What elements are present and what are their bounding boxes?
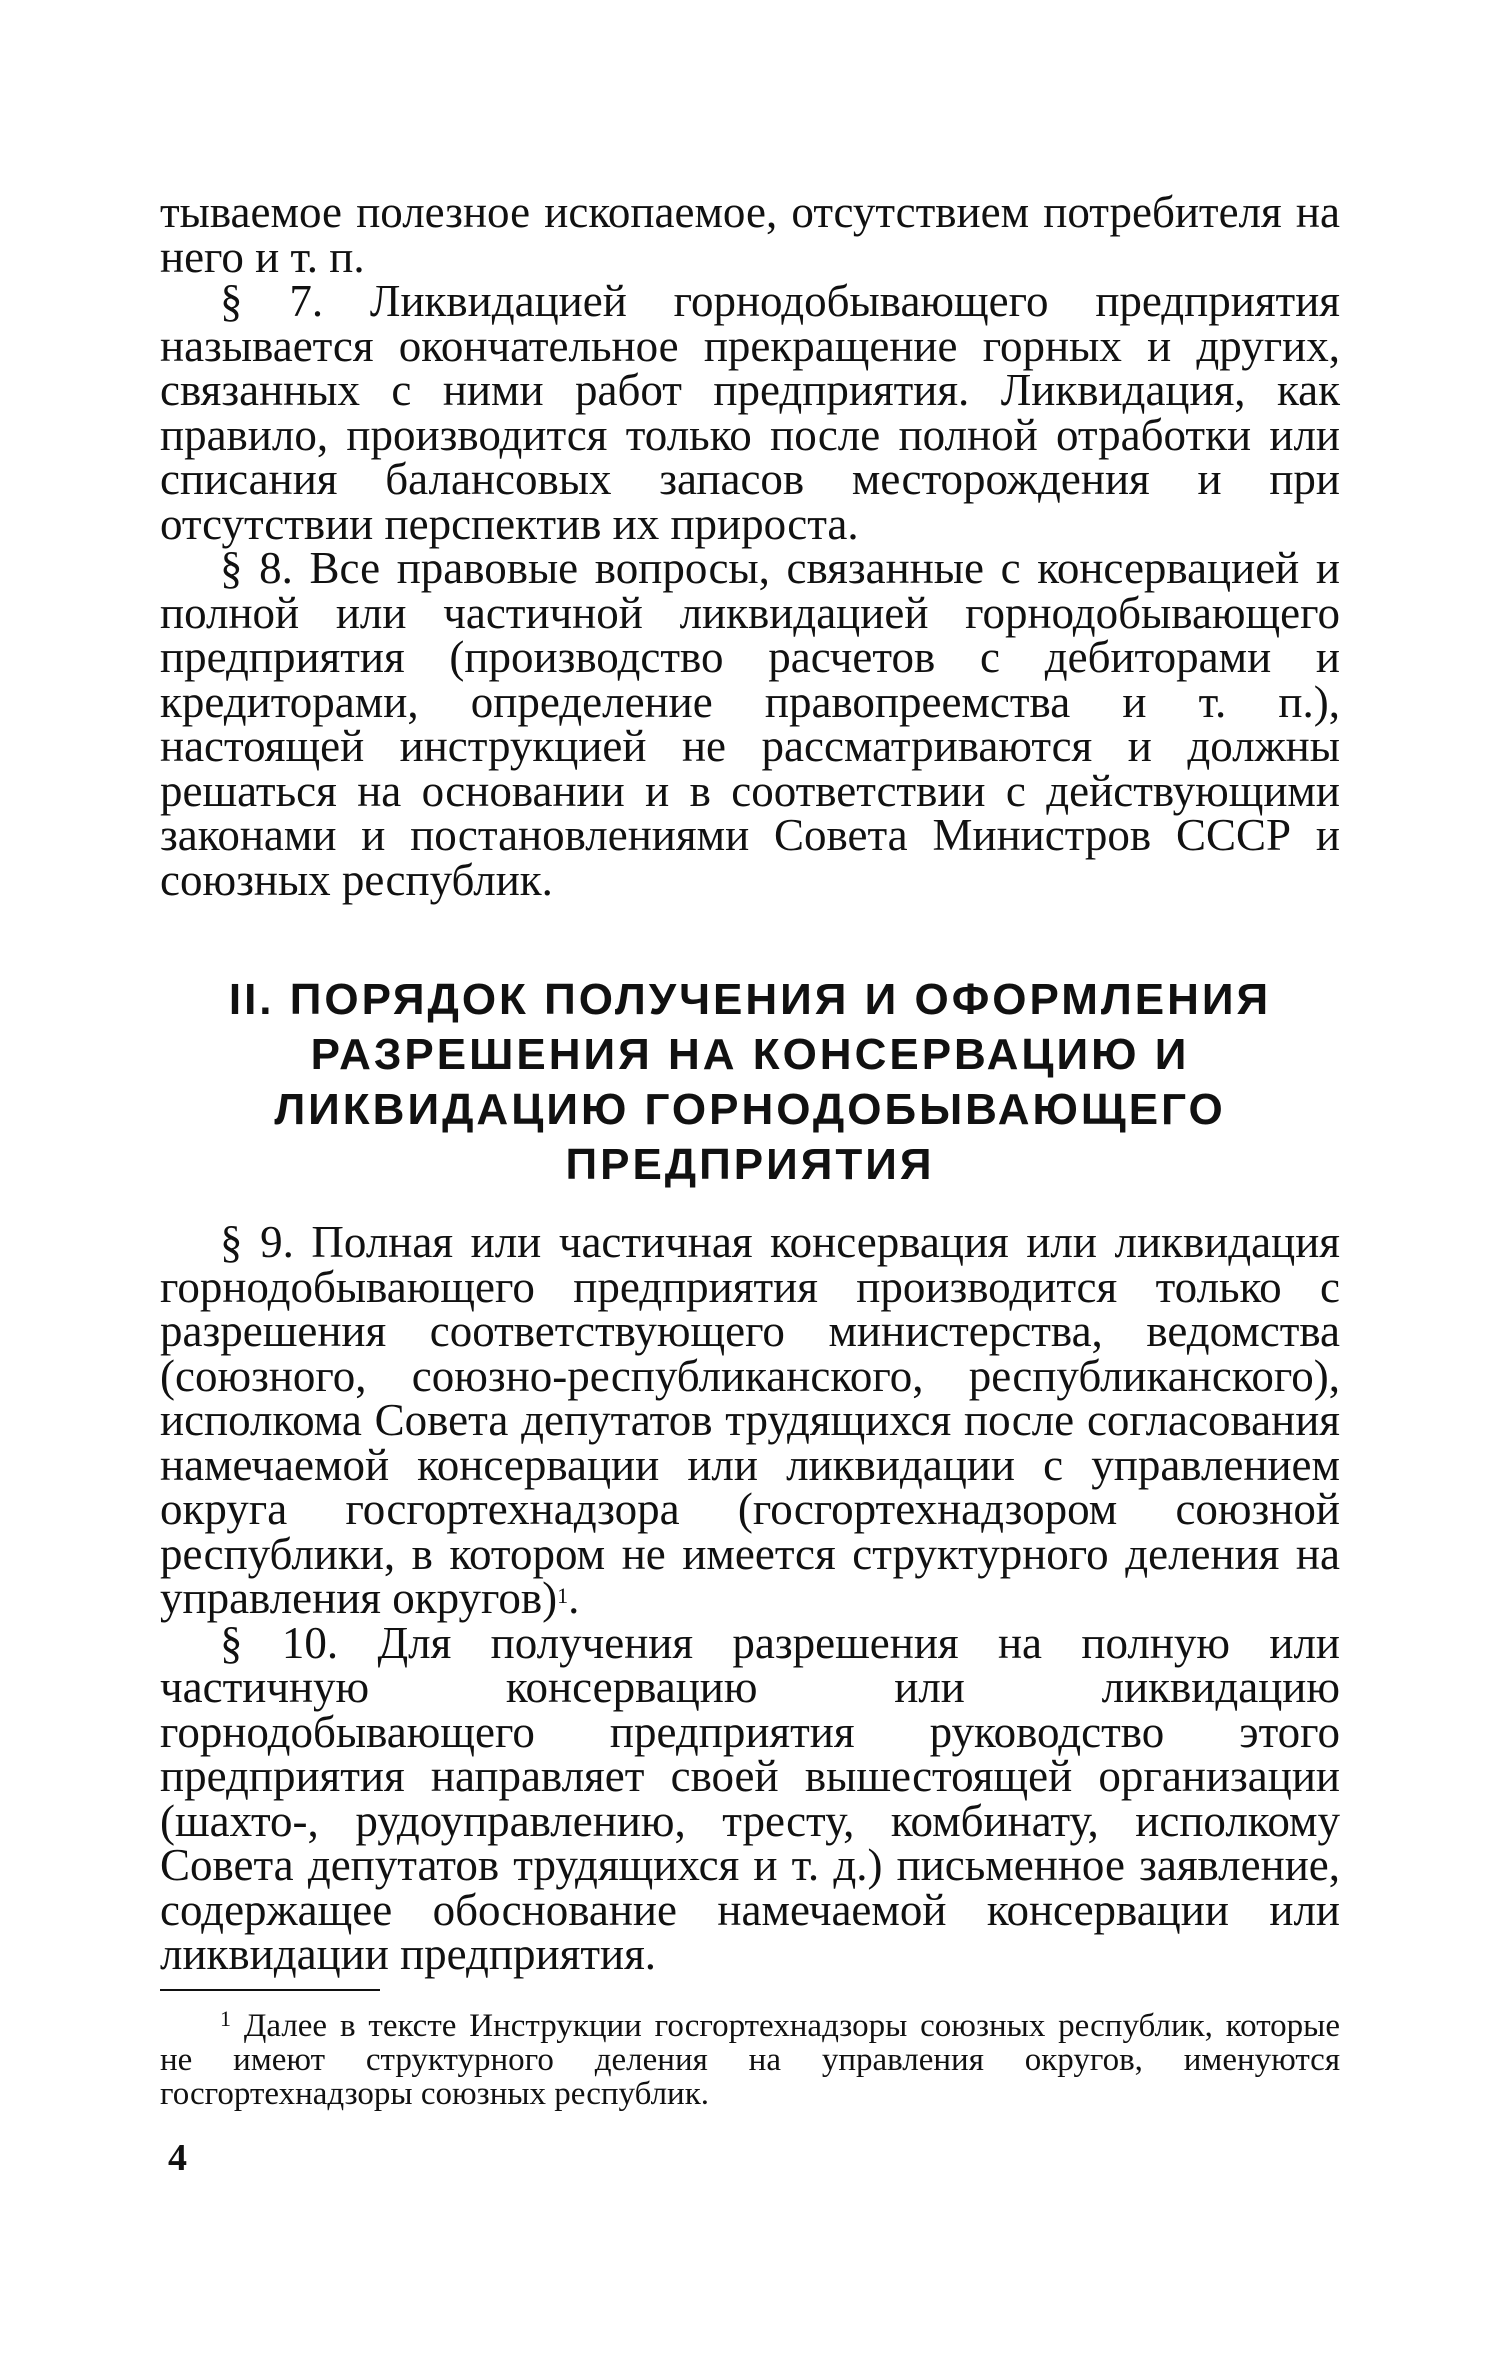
footnote-reference: 1 [557, 1583, 569, 1608]
footnote-text: Далее в тексте Инструкции госгортехнадзоры союзных республик, которые не имеют структурного деления на управления округов, именуются госгортехнадзоры союзных республик. [160, 2007, 1340, 2112]
paragraph-continuation: тываемое полезное ископаемое, отсутствием потребителя на него и т. п. [160, 187, 1340, 282]
footnote [160, 2005, 1340, 2112]
footnote-divider [160, 1989, 380, 1991]
paragraph-9 [160, 1217, 1340, 1623]
paragraph-9-text: § 9. Полная или частичная консервация или ликвидация горнодобывающего предприятия производится только с разрешения соответствующего министерства, ведомства (союзного, союзно-республиканского, республиканского), исполкома Совета депутатов трудящихся после согласования намечаемой консервации или ликвидации с управлением округа госгортехнадзора (госгортехнадзором союзной республики, в котором не имеется структурного деления на управления округов) [160, 1217, 1340, 1623]
footnote-marker: 1 [220, 2005, 231, 2031]
page-number: 4 [168, 2137, 187, 2179]
document-page [160, 187, 1340, 2112]
paragraph-7: § 7. Ликвидацией горнодобывающего предприятия называется окончательное прекращение горных и других, связанных с ними работ предприятия. Ликвидация, как правило, производится только после полной отработки или списания балансовых запасов месторождения и при отсутствии перспектив их прироста. [160, 276, 1340, 549]
paragraph-9-end: . [568, 1573, 580, 1623]
paragraph-10: § 10. Для получения разрешения на полную или частичную консервацию или ликвидацию горнодобывающего предприятия руководство этого предприятия направляет своей вышестоящей организации (шахто-, рудоуправлению, тресту, комбинату, исполкому Совета депутатов трудящихся и т. д.) письменное заявление, содержащее обоснование намечаемой консервации или ликвидации предприятия. [160, 1617, 1340, 1979]
section-title: II. ПОРЯДОК ПОЛУЧЕНИЯ И ОФОРМЛЕНИЯ РАЗРЕШЕНИЯ НА КОНСЕРВАЦИЮ И ЛИКВИДАЦИЮ ГОРНОДОБЫВАЮЩЕГО ПРЕДПРИЯТИЯ [228, 975, 1272, 1189]
paragraph-8: § 8. Все правовые вопросы, связанные с консервацией и полной или частичной ликвидацией горнодобывающего предприятия (производство расчетов с дебиторами и кредиторами, определение правопреемства и т. п.), настоящей инструкцией не рассматриваются и должны решаться на основании и в соответствии с действующими законами и постановлениями Совета Министров СССР и союзных республик. [160, 543, 1340, 905]
